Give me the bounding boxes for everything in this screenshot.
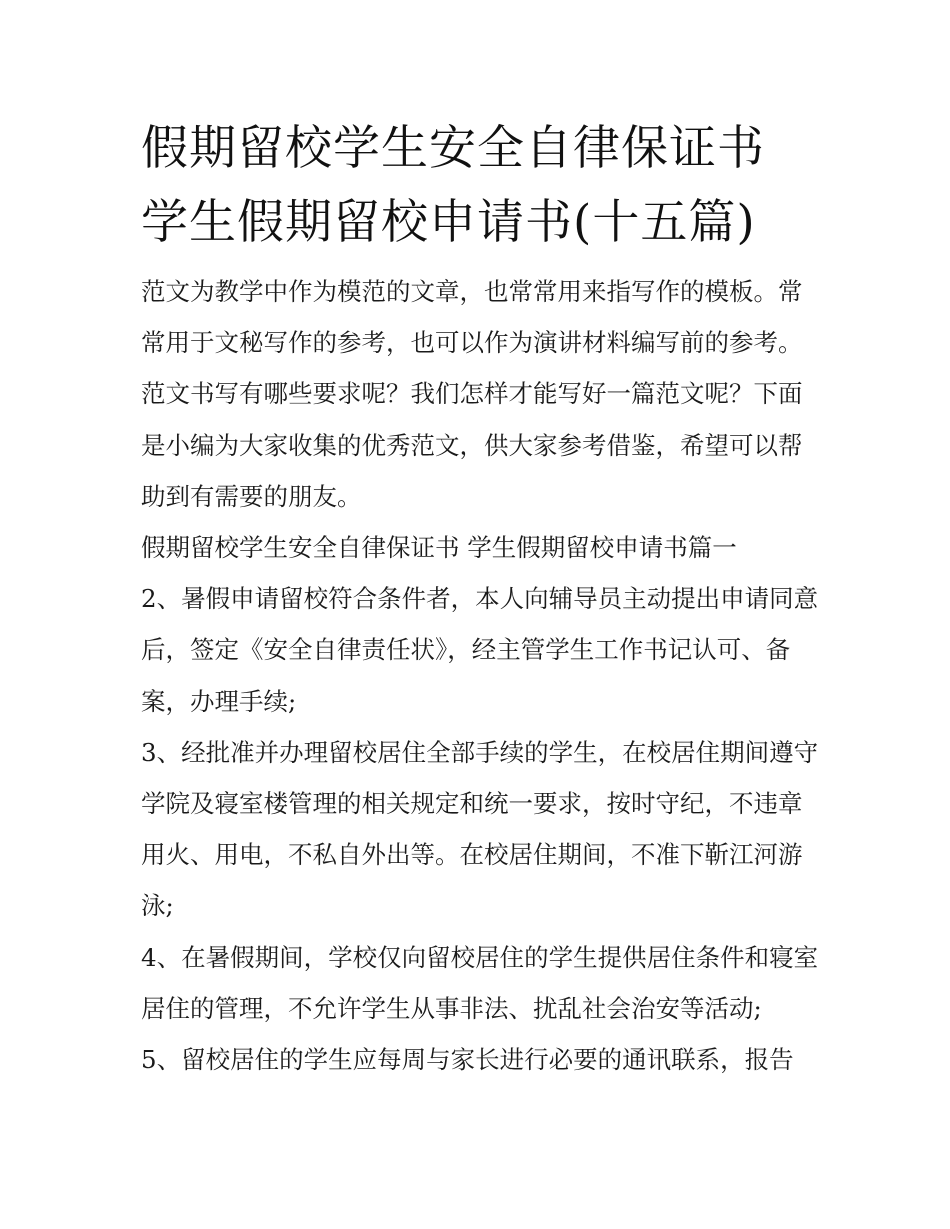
document-content <box>141 266 821 1085</box>
document-title <box>141 112 821 260</box>
clause-2-paragraph: 2、暑假申请留校符合条件者，本人向辅导员主动提出申请同意后，签定《安全自律责任状》，经主管学生工作书记认可、备案，办理手续; <box>141 584 819 716</box>
clause-3-paragraph: 3、经批准并办理留校居住全部手续的学生，在校居住期间遵守学院及寝室楼管理的相关规定和统一要求，按时守纪，不违章用火、用电，不私自外出等。在校居住期间，不准下靳江河游泳; <box>141 737 819 921</box>
document-body <box>141 112 821 1085</box>
intro-paragraph: 范文为教学中作为模范的文章，也常常用来指写作的模板。常常用于文秘写作的参考，也可以作为演讲材料编写前的参考。范文书写有哪些要求呢？我们怎样才能写好一篇范文呢？下面是小编为大家收集的优秀范文，供大家参考借鉴，希望可以帮助到有需要的朋友。 <box>141 277 803 511</box>
title-line-1: 假期留校学生安全自律保证书 <box>141 121 765 176</box>
section-heading: 假期留校学生安全自律保证书 学生假期留校申请书篇一 <box>141 533 737 563</box>
clause-4-paragraph: 4、在暑假期间，学校仅向留校居住的学生提供居住条件和寝室居住的管理，不允许学生从事非法、扰乱社会治安等活动; <box>141 942 819 1023</box>
clause-5-paragraph: 5、留校居住的学生应每周与家长进行必要的通讯联系，报告 <box>141 1045 794 1075</box>
title-line-2: 学生假期留校申请书(十五篇) <box>141 195 756 250</box>
